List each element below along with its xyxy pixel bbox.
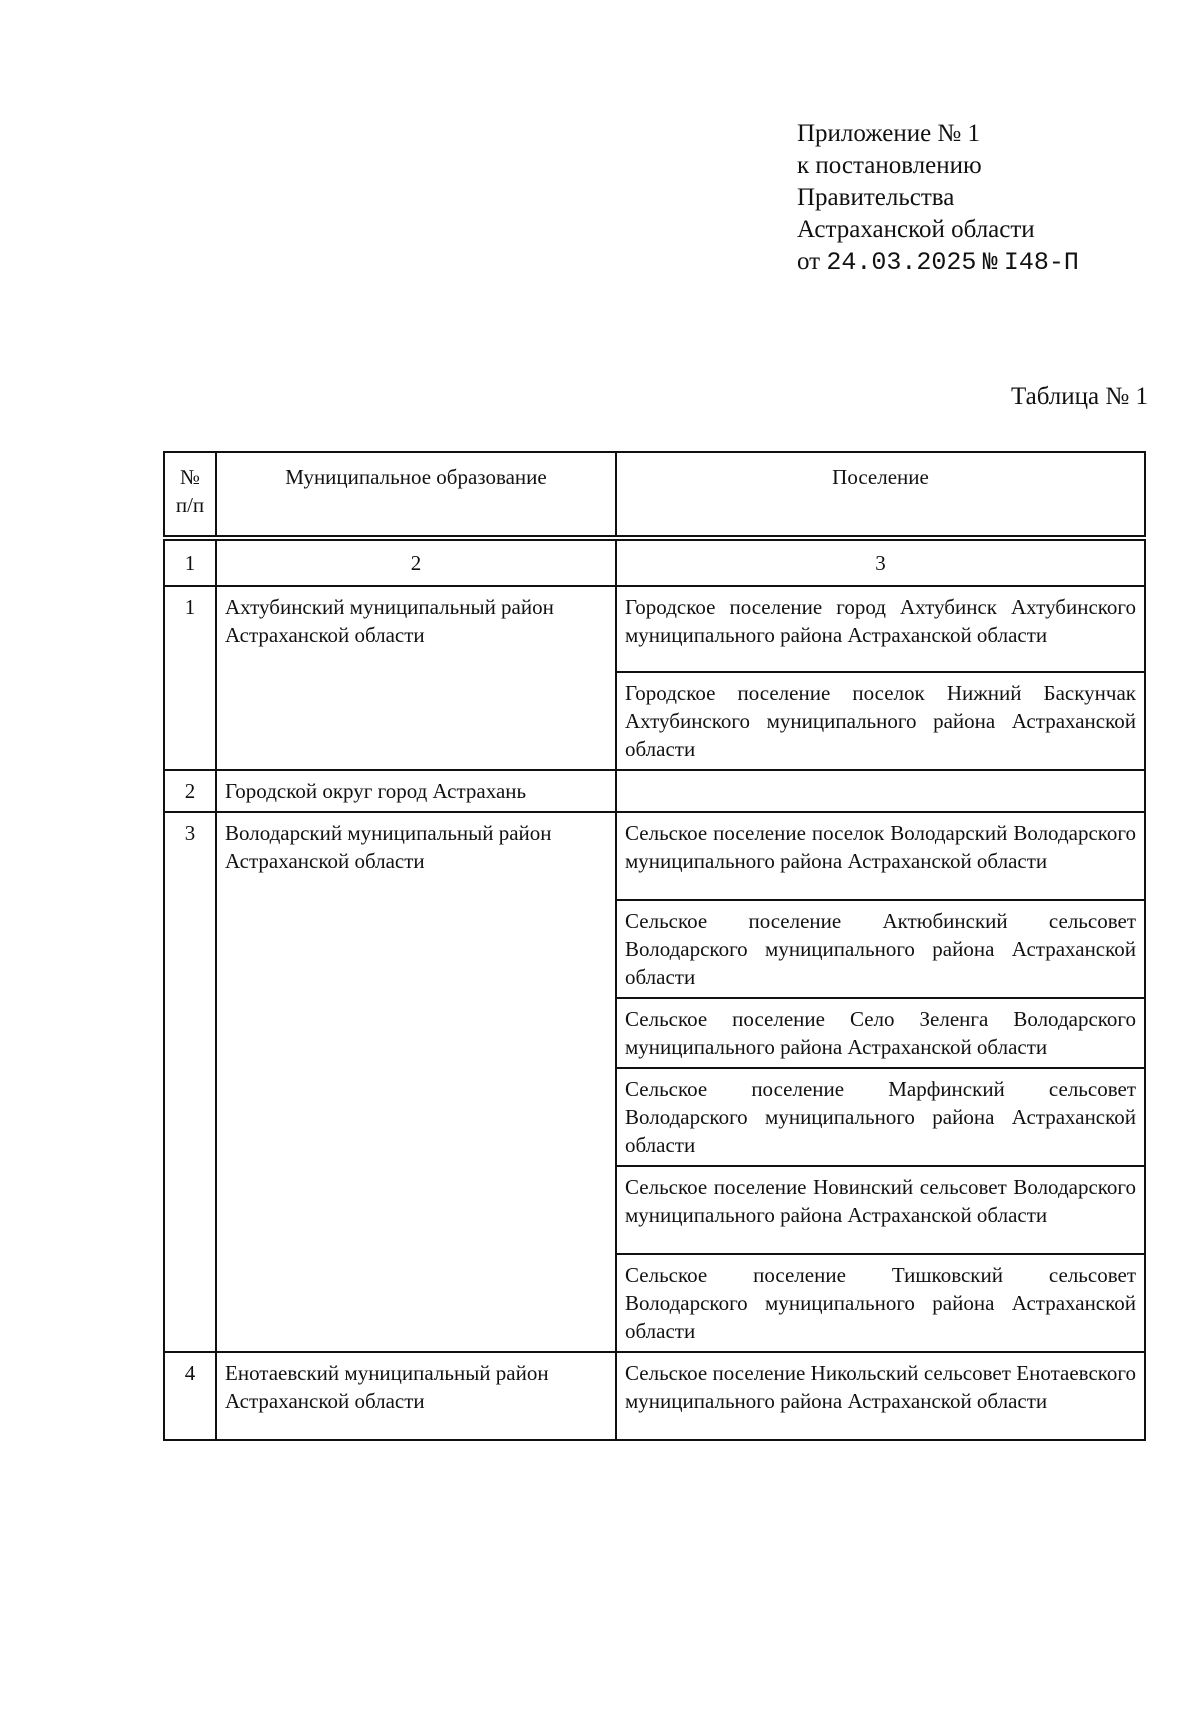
date-prefix: от [797,248,821,275]
municipality-cell: Ахтубинский муниципальный район Астраханской области [216,586,616,770]
header-num-sign: № [179,465,201,489]
settlement-cell: Сельское поселение Новинский сельсовет Володарского муниципального района Астраханской области [616,1166,1145,1254]
appendix-region-line: Астраханской области [797,216,1035,243]
row-number: 3 [164,812,216,1352]
appendix-ref-line: к постановлению [797,152,982,179]
table-row [164,770,1145,812]
table-row [164,1352,1145,1440]
row-number: 2 [164,770,216,812]
header-municipality: Муниципальное образование [216,452,616,536]
header-num [164,452,216,536]
table-row [164,812,1145,900]
settlement-cell: Сельское поселение поселок Володарский Володарского муниципального района Астраханской области [616,812,1145,900]
row-number: 1 [164,586,216,770]
settlement-cell: Сельское поселение Актюбинский сельсовет Володарского муниципального района Астраханской области [616,900,1145,998]
appendix-date-line [797,246,1177,279]
column-number: 3 [616,540,1145,586]
number-sign: № [982,248,998,277]
settlement-cell [616,770,1145,812]
municipality-cell: Володарский муниципальный район Астраханской области [216,812,616,1352]
header-settlement: Поселение [616,452,1145,536]
table-label: Таблица № 1 [1010,383,1148,410]
settlement-cell: Сельское поселение Никольский сельсовет Енотаевского муниципального района Астраханской области [616,1352,1145,1440]
settlement-cell: Сельское поселение Марфинский сельсовет Володарского муниципального района Астраханской области [616,1068,1145,1166]
date-value: 24.03.2025 [826,248,977,277]
settlements-table [163,451,1146,1441]
column-number: 1 [164,540,216,586]
settlement-cell: Сельское поселение Тишковский сельсовет Володарского муниципального района Астраханской области [616,1254,1145,1352]
column-numbers-row [164,540,1145,586]
table-header-row [164,452,1145,536]
municipality-cell: Городской округ город Астрахань [216,770,616,812]
column-number: 2 [216,540,616,586]
number-value: I48-П [1003,248,1079,277]
appendix-authority-line: Правительства [797,184,955,211]
settlement-cell: Городское поселение город Ахтубинск Ахтубинского муниципального района Астраханской области [616,586,1145,672]
settlement-cell: Городское поселение поселок Нижний Баскунчак Ахтубинского муниципального района Астраханской области [616,672,1145,770]
table-row [164,586,1145,672]
municipality-cell: Енотаевский муниципальный район Астраханской области [216,1352,616,1440]
settlement-cell: Сельское поселение Село Зеленга Володарского муниципального района Астраханской области [616,998,1145,1068]
row-number: 4 [164,1352,216,1440]
appendix-header [797,118,1177,279]
header-num-pp: п/п [175,493,205,517]
appendix-title: Приложение № 1 [797,120,981,147]
